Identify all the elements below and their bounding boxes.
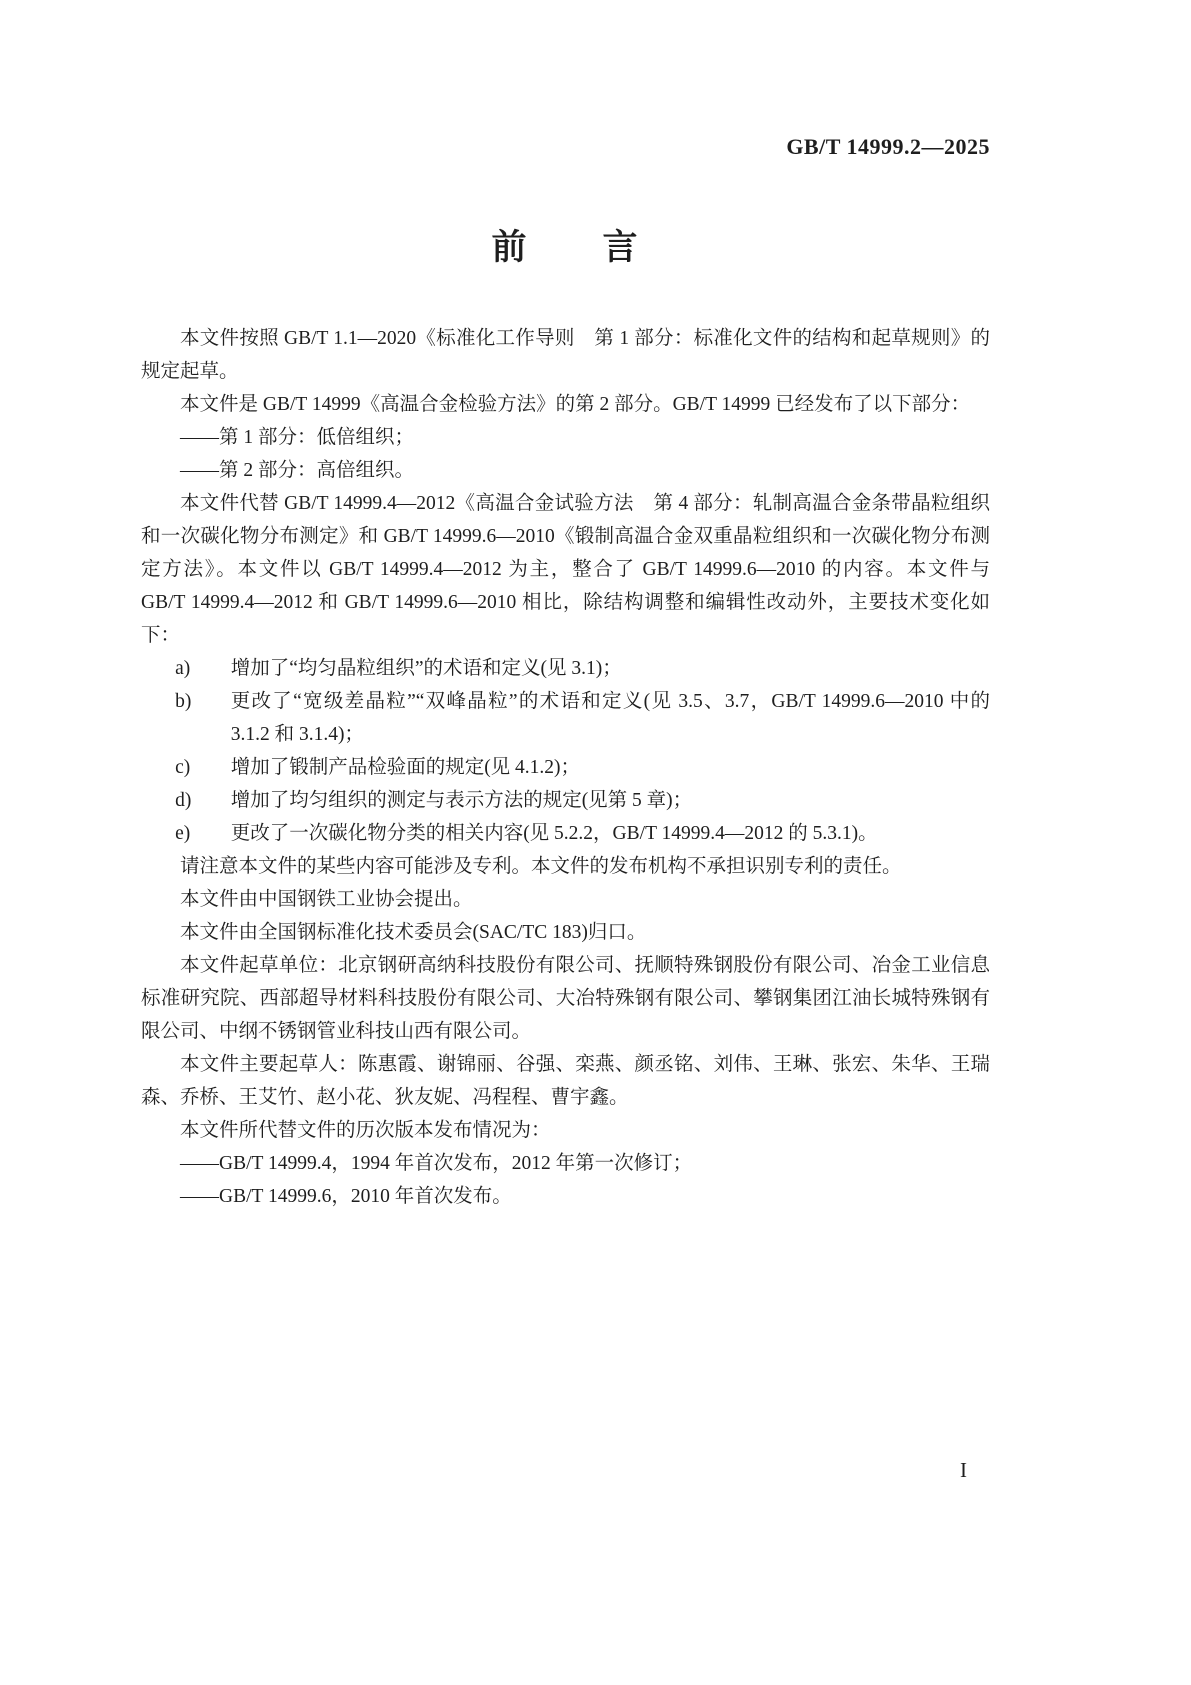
list-item <box>141 784 990 817</box>
list-item-label: b) <box>175 691 192 712</box>
list-item-label: a) <box>175 658 191 679</box>
list-item <box>141 751 990 784</box>
page-title: 前 言 <box>491 228 640 267</box>
list-item <box>141 685 990 751</box>
list-item-text: 更改了一次碳化物分类的相关内容(见 5.2.2，GB/T 14999.4—2012 的 5.3.1)。 <box>230 823 878 844</box>
paragraph: 本文件主要起草人：陈惠霞、谢锦丽、谷强、栾燕、颜丞铭、刘伟、王琳、张宏、朱华、王瑞森、乔桥、王艾竹、赵小花、狄友妮、冯程程、曹宇鑫。 <box>141 1054 990 1108</box>
paragraph: 请注意本文件的某些内容可能涉及专利。本文件的发布机构不承担识别专利的责任。 <box>180 856 902 877</box>
paragraph: 本文件起草单位：北京钢研高纳科技股份有限公司、抚顺特殊钢股份有限公司、冶金工业信息标准研究院、西部超导材料科技股份有限公司、大冶特殊钢有限公司、攀钢集团江油长城特殊钢有限公司、中纲不锈钢管业科技山西有限公司。 <box>141 955 990 1042</box>
paragraph: 本文件按照 GB/T 1.1—2020《标准化工作导则 第 1 部分：标准化文件的结构和起草规则》的规定起草。 <box>141 328 990 382</box>
list-item <box>141 817 990 850</box>
list-item-text: 增加了“均匀晶粒组织”的术语和定义(见 3.1)； <box>230 658 622 679</box>
paragraph: 本文件由中国钢铁工业协会提出。 <box>180 889 473 910</box>
dash-item: ——第 1 部分：低倍组织； <box>180 427 415 448</box>
foreword-body <box>141 322 990 1213</box>
list-item-label: e) <box>175 823 191 844</box>
paragraph: 本文件代替 GB/T 14999.4—2012《高温合金试验方法 第 4 部分：轧制高温合金条带晶粒组织和一次碳化物分布测定》和 GB/T 14999.6—2010《锻制高温合金双重晶粒组织和一次碳化物分布测定方法》。本文件以 GB/T 14999.4—2012 为主，整合了 GB/T 14999.6—2010 的内容。本文件与 GB/T 14999.4—2012 和 GB/T 14999.6—2010 相比，除结构调整和编辑性改动外，主要技术变化如下： <box>141 493 990 646</box>
paragraph: 本文件是 GB/T 14999《高温合金检验方法》的第 2 部分。GB/T 14999 已经发布了以下部分： <box>180 394 971 415</box>
list-item-text: 更改了“宽级差晶粒”“双峰晶粒”的术语和定义(见 3.5、3.7，GB/T 14999.6—2010 中的 3.1.2 和 3.1.4)； <box>230 691 990 745</box>
list-item-label: d) <box>175 790 192 811</box>
page-number: I <box>960 1458 967 1482</box>
list-item-text: 增加了锻制产品检验面的规定(见 4.1.2)； <box>230 757 581 778</box>
paragraph: 本文件由全国钢标准化技术委员会(SAC/TC 183)归口。 <box>180 922 647 943</box>
list-item <box>141 652 990 685</box>
standard-number: GB/T 14999.2—2025 <box>786 134 990 159</box>
dash-item: ——GB/T 14999.6，2010 年首次发布。 <box>180 1186 512 1207</box>
dash-item: ——GB/T 14999.4，1994 年首次发布，2012 年第一次修订； <box>180 1153 693 1174</box>
list-item-text: 增加了均匀组织的测定与表示方法的规定(见第 5 章)； <box>230 790 693 811</box>
paragraph: 本文件所代替文件的历次版本发布情况为： <box>180 1120 551 1141</box>
list-item-label: c) <box>175 757 191 778</box>
dash-item: ——第 2 部分：高倍组织。 <box>180 460 415 481</box>
